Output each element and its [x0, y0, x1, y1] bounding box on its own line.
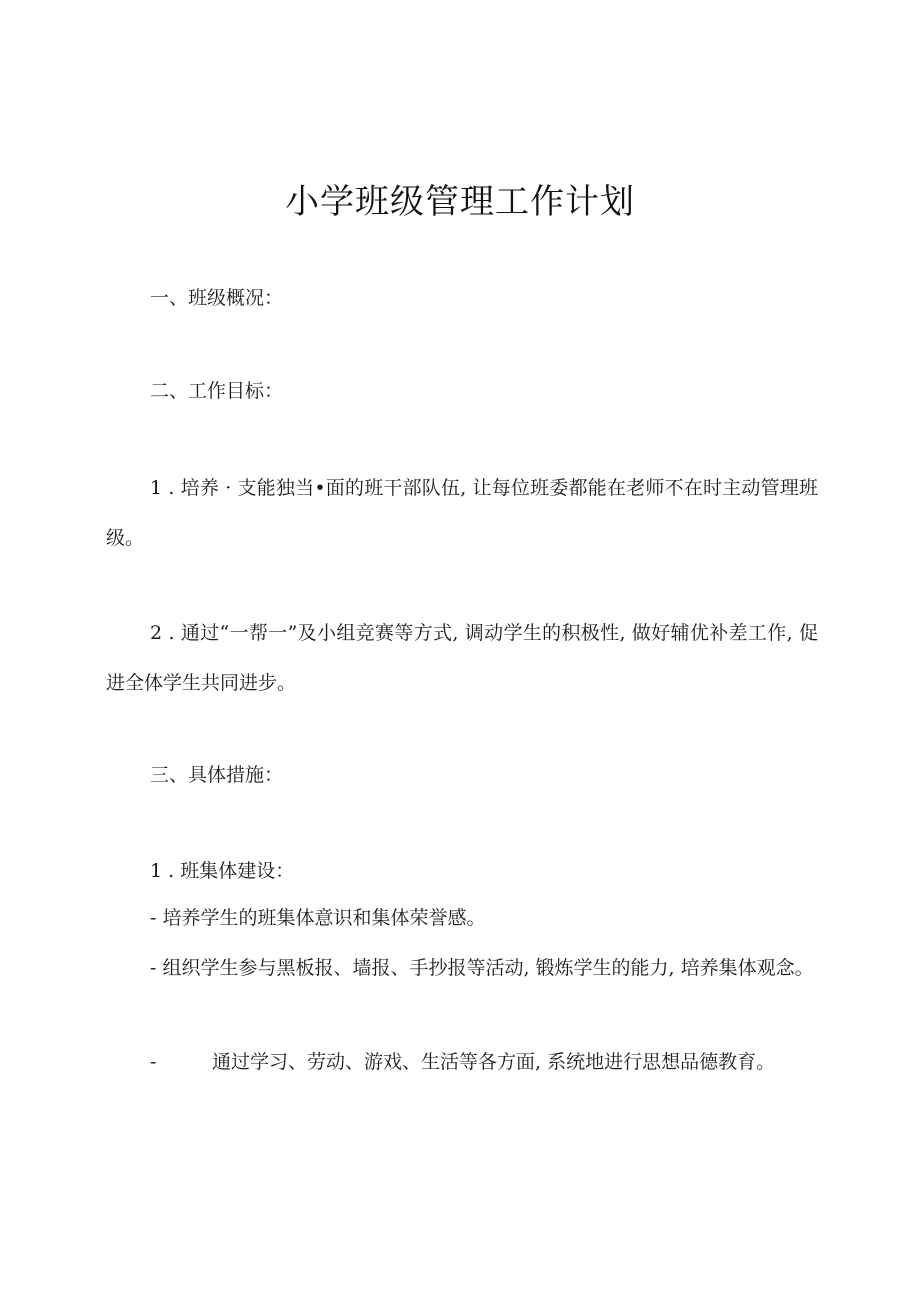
bullet-item-3 — [150, 1037, 775, 1087]
measure-heading-1: 1 . 班集体建设： — [150, 860, 295, 882]
bullet-item-2: - 组织学生参与黑板报、墙报、手抄报等活动, 锻炼学生的能力, 培养集体观念。 — [150, 957, 814, 979]
page-title: 小学班级管理工作计划 — [285, 182, 635, 222]
goal-item-1: 1 . 培养 · 支能独当•面的班干部队伍, 让每位班委都能在老师不在时主动管理班级。 — [106, 477, 818, 549]
goal-item-2: 2 . 通过“一帮一”及小组竞赛等方式, 调动学生的积极性, 做好辅优补差工作, 促进全体学生共同进步。 — [106, 622, 818, 694]
bullet-dash: - — [150, 1051, 157, 1073]
section-heading-measures: 三、具体措施： — [150, 764, 284, 786]
section-heading-overview: 一、班级概况： — [150, 287, 284, 309]
bullet-item-1: - 培养学生的班集体意识和集体荣誉感。 — [150, 907, 486, 929]
section-heading-goals: 二、工作目标： — [150, 380, 284, 402]
bullet-item-3-text: 通过学习、劳动、游戏、生活等各方面, 系统地进行思想品德教育。 — [212, 1051, 776, 1073]
